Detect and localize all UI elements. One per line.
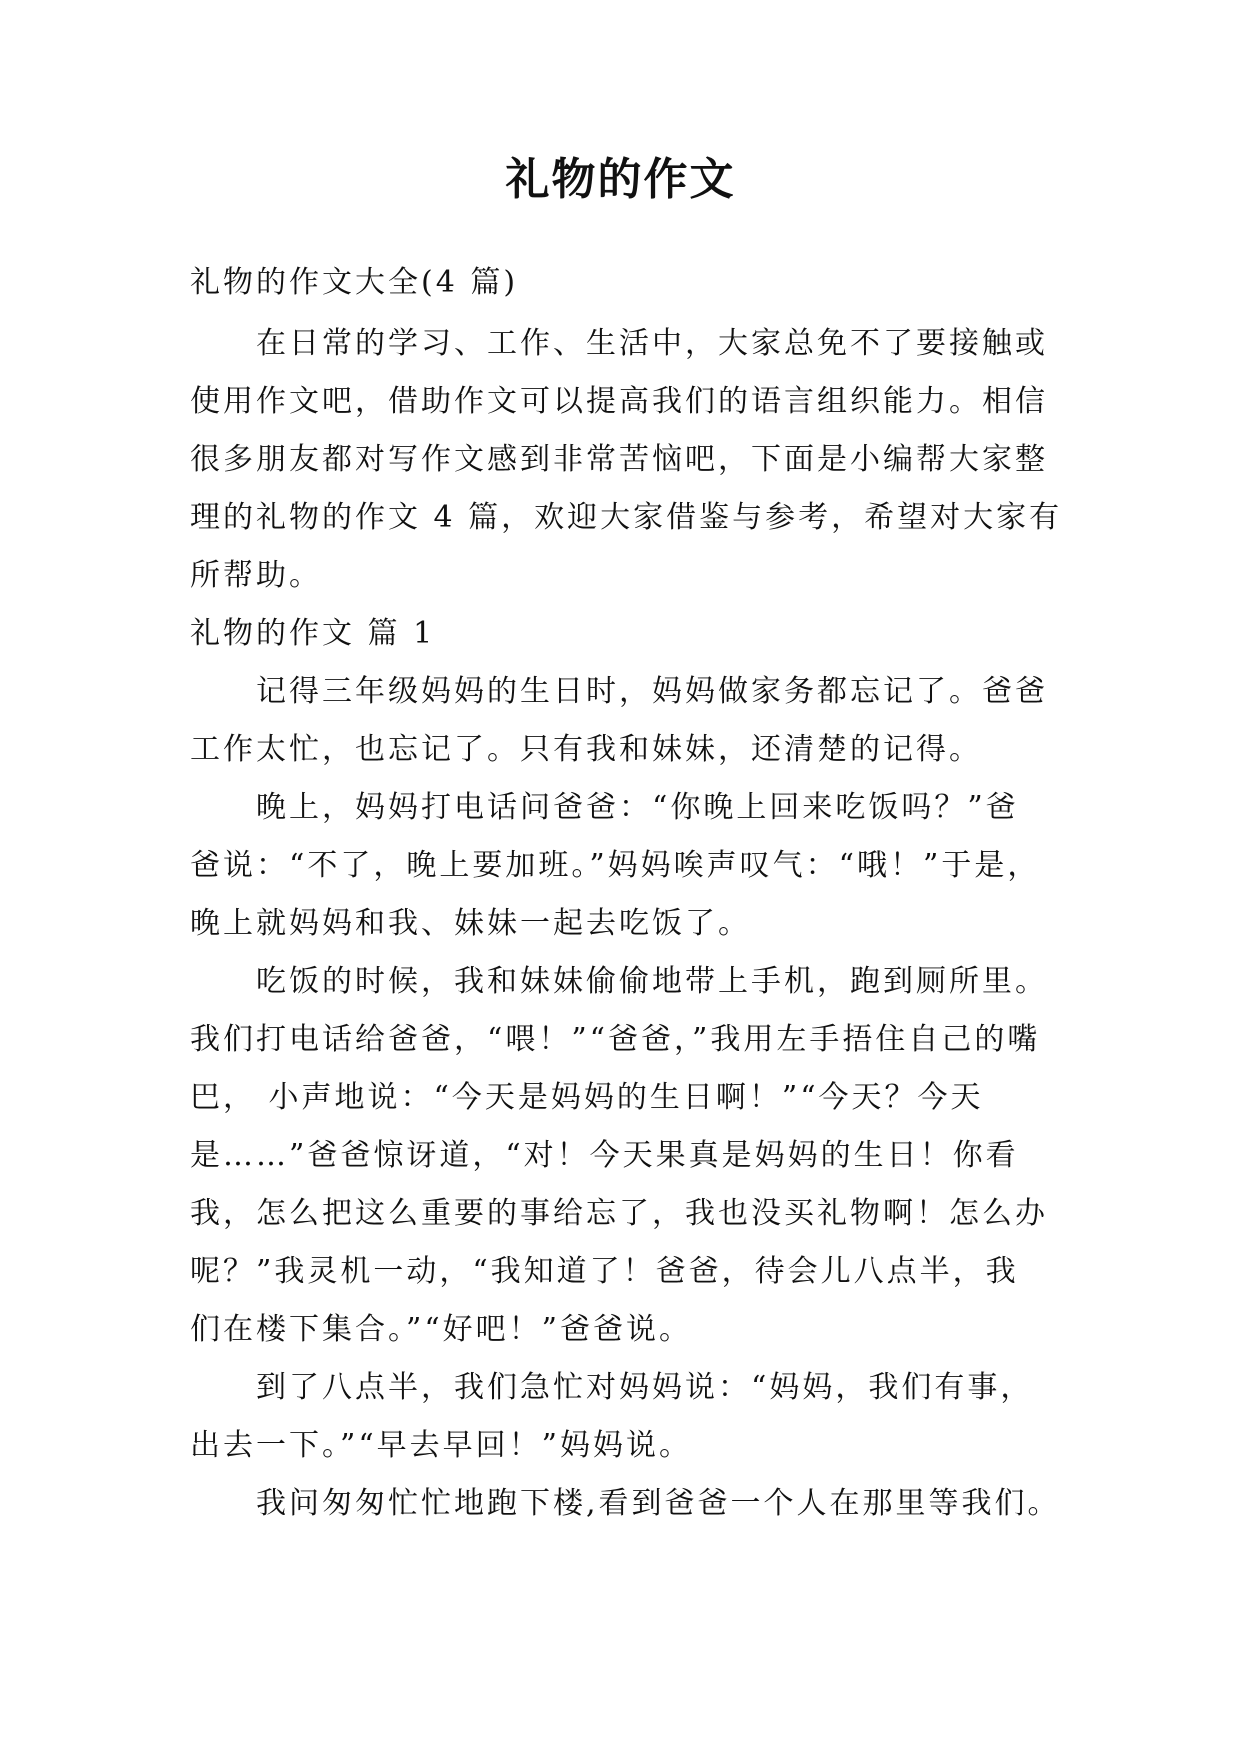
text-line: 工作太忙，也忘记了。只有我和妹妹，还清楚的记得。 <box>190 732 982 767</box>
text-line: 在日常的学习、工作、生活中，大家总免不了要接触或 <box>256 326 1048 361</box>
text-line: 到了八点半，我们急忙对妈妈说：“妈妈，我们有事， <box>256 1370 1034 1405</box>
document-title: 礼物的作文 <box>505 154 736 205</box>
text-line: 呢？”我灵机一动，“我知道了！爸爸，待会儿八点半，我 <box>190 1254 1019 1289</box>
text-line: 使用作文吧，借助作文可以提高我们的语言组织能力。相信 <box>190 384 1048 419</box>
text-line: 记得三年级妈妈的生日时，妈妈做家务都忘记了。爸爸 <box>256 674 1048 709</box>
text-line: 很多朋友都对写作文感到非常苦恼吧，下面是小编帮大家整 <box>190 442 1048 477</box>
text-line: 所帮助。 <box>190 558 322 593</box>
text-line: 晚上就妈妈和我、妹妹一起去吃饭了。 <box>190 906 751 941</box>
text-line: 晚上，妈妈打电话问爸爸：“你晚上回来吃饭吗？”爸 <box>256 790 1019 825</box>
subtitle-line: 礼物的作文大全(4 篇) <box>190 265 519 300</box>
text-line: 巴， 小声地说：“今天是妈妈的生日啊！”“今天？今天 <box>190 1080 984 1115</box>
section-heading: 礼物的作文 篇 1 <box>190 616 436 651</box>
text-line: 吃饭的时候，我和妹妹偷偷地带上手机，跑到厕所里。 <box>256 964 1048 999</box>
text-line: 出去一下。”“早去早回！”妈妈说。 <box>190 1428 693 1463</box>
text-line: 我们打电话给爸爸，“喂！”“爸爸，”我用左手捂住自己的嘴 <box>190 1022 1041 1057</box>
text-line: 爸说：“不了，晚上要加班。”妈妈唉声叹气：“哦！”于是， <box>190 848 1041 883</box>
text-line: 我问匆匆忙忙地跑下楼,看到爸爸一个人在那里等我们。 <box>256 1486 1061 1521</box>
text-line: 理的礼物的作文 4 篇，欢迎大家借鉴与参考，希望对大家有 <box>190 500 1063 535</box>
text-line: 们在楼下集合。”“好吧！”爸爸说。 <box>190 1312 693 1347</box>
text-line: 我，怎么把这么重要的事给忘了，我也没买礼物啊！怎么办 <box>190 1196 1048 1231</box>
text-line: 是……”爸爸惊讶道，“对！今天果真是妈妈的生日！你看 <box>190 1138 1019 1173</box>
